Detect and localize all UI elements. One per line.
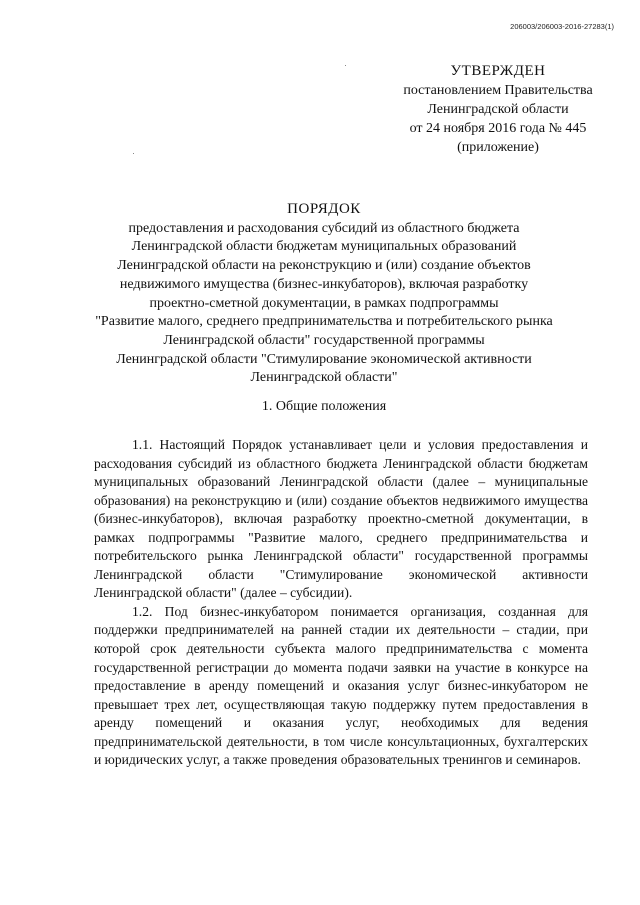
approval-line-2: Ленинградской области [427, 102, 569, 117]
title-line: предоставления и расходования субсидий из областного бюджета [128, 220, 520, 236]
approved-label: УТВЕРЖДЕН [450, 63, 546, 79]
title-line: Ленинградской области" [250, 370, 398, 386]
document-body [94, 436, 588, 770]
document-title [80, 200, 568, 388]
title-line: "Развитие малого, среднего предпринимательства и потребительского рынка [95, 314, 553, 330]
section-title: 1. Общие положения [261, 399, 387, 414]
title-line: Ленинградской области "Стимулирование экономической активности [116, 351, 532, 367]
paragraph-1-2: 1.2. Под бизнес-инкубатором понимается организация, созданная для поддержки предпринимателей на ранней стадии их деятельности – стадии, при которой срок деятельности субъекта малого предпринимательства с момента государственной регистрации до момента подачи заявки на участие в конкурсе на предоставление в аренду помещений и оказания услуг бизнес-инкубатором не превышает трех лет, осуществляющая такую поддержку путем предоставления в аренду помещений и оказания услуг, необходимых для ведения предпринимательской деятельности, в том числе консультационных, бухгалтерских и юридических услуг, а также проведения образовательных тренингов и семинаров. [94, 603, 588, 768]
approval-line-3: от 24 ноября 2016 года № 445 [409, 121, 587, 136]
title-line: недвижимого имущества (бизнес-инкубаторов), включая разработку [119, 276, 529, 292]
approval-line-4: (приложение) [457, 140, 539, 155]
title-line: Ленинградской области" государственной программы [163, 332, 485, 348]
title-line: Ленинградской области на реконструкцию и (или) создание объектов [117, 258, 531, 274]
title-line: Ленинградской области бюджетам муниципальных образований [131, 239, 517, 255]
document-id: 206003/206003-2016-27283(1) [510, 22, 614, 31]
title-line: проектно-сметной документации, в рамках подпрограммы [149, 295, 499, 311]
paragraph-1-1: 1.1. Настоящий Порядок устанавливает цели и условия предоставления и расходования субсидий из областного бюджета Ленинградской области бюджетам муниципальных образований Ленинградской области (далее – муниципальные образования) на реконструкцию и (или) создание объектов недвижимого имущества (бизнес-инкубаторов), включая разработку проектно-сметной документации, в рамках подпрограммы "Развитие малого, среднего предпринимательства и потребительского рынка Ленинградской области" государственной программы Ленинградской области "Стимулирование экономической активности Ленинградской области" (далее – субсидии). [94, 437, 588, 601]
approval-stamp [380, 62, 616, 157]
title-heading: ПОРЯДОК [287, 201, 361, 217]
scan-speck [345, 65, 346, 66]
approval-line-1: постановлением Правительства [403, 83, 593, 98]
scan-speck [133, 153, 134, 154]
